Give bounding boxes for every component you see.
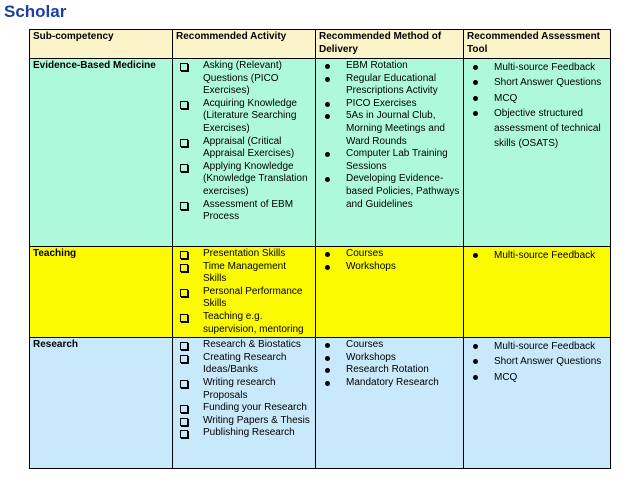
header-row — [30, 30, 611, 59]
list-item — [319, 98, 460, 111]
list-item — [176, 311, 312, 336]
filled-dot-icon — [321, 60, 333, 74]
list-item-text: Personal Performance Skills — [203, 285, 303, 310]
bullet-list — [467, 339, 607, 385]
list-item — [467, 370, 607, 385]
delivery-cell — [316, 338, 464, 469]
checkbox-square-icon — [178, 352, 190, 368]
list-item-text: Workshops — [346, 351, 396, 363]
list-item-text: Developing Evidence-based Policies, Pathways and Guidelines — [346, 173, 460, 210]
list-item-text: Objective structured assessment of technical skills (OSATS) — [494, 107, 601, 150]
list-item — [176, 199, 312, 224]
bullet-list — [176, 60, 312, 224]
checkbox-square-icon — [178, 98, 190, 114]
list-item-text: Computer Lab Training Sessions — [346, 148, 448, 172]
table-row-research — [30, 338, 611, 469]
filled-dot-icon — [469, 354, 481, 370]
list-item-text: Short Answer Questions — [494, 77, 602, 89]
list-item — [176, 415, 312, 428]
filled-dot-icon — [321, 339, 333, 353]
list-item-text: PICO Exercises — [346, 97, 417, 109]
list-item-text: Multi-source Feedback — [494, 341, 596, 353]
list-item — [467, 248, 607, 263]
list-item-text: Multi-source Feedback — [494, 62, 596, 73]
list-item — [467, 354, 607, 369]
list-item — [176, 136, 312, 161]
list-item-text: Multi-source Feedback — [494, 250, 596, 261]
header-sub-competency: Sub-competency — [30, 30, 173, 59]
list-item — [319, 261, 460, 274]
list-item — [319, 110, 460, 148]
activities-cell — [173, 59, 316, 247]
list-item-text: Writing Papers & Thesis — [203, 414, 310, 426]
bullet-list — [176, 339, 312, 440]
list-item — [176, 339, 312, 352]
activities-cell — [173, 247, 316, 338]
filled-dot-icon — [321, 148, 333, 162]
filled-dot-icon — [321, 73, 333, 87]
assessment-cell — [464, 338, 611, 469]
list-item-text: MCQ — [494, 92, 518, 104]
list-item-text: EBM Rotation — [346, 60, 408, 71]
list-item-text: Assessment of EBM Process — [203, 198, 294, 223]
scholar-competency-table — [29, 29, 611, 469]
filled-dot-icon — [469, 370, 481, 386]
list-item-text: Mandatory Research — [346, 376, 439, 388]
filled-dot-icon — [321, 248, 333, 262]
checkbox-square-icon — [178, 199, 190, 215]
bullet-list — [467, 60, 607, 152]
list-item — [176, 352, 312, 377]
filled-dot-icon — [321, 364, 333, 378]
filled-dot-icon — [469, 91, 481, 107]
list-item-text: Courses — [346, 339, 384, 351]
list-item-text: Time Management Skills — [203, 260, 286, 285]
list-item — [467, 106, 607, 152]
list-item-text: Asking (Relevant) Questions (PICO Exercises) — [203, 60, 282, 97]
filled-dot-icon — [469, 248, 481, 264]
list-item-text: Acquiring Knowledge (Literature Searching Exercises) — [203, 97, 297, 134]
list-item — [176, 248, 312, 261]
filled-dot-icon — [321, 377, 333, 391]
delivery-cell — [316, 59, 464, 247]
list-item — [467, 91, 607, 106]
list-item — [319, 352, 460, 365]
list-item — [176, 286, 312, 311]
table-row-teaching — [30, 247, 611, 338]
list-item-text: Regular Educational Prescriptions Activity — [346, 72, 438, 97]
list-item — [176, 261, 312, 286]
list-item — [176, 161, 312, 199]
list-item-text: Publishing Research — [203, 427, 295, 439]
list-item-text: MCQ — [494, 371, 518, 383]
filled-dot-icon — [469, 75, 481, 91]
checkbox-square-icon — [178, 161, 190, 177]
list-item — [319, 377, 460, 390]
list-item-text: Workshops — [346, 260, 396, 272]
list-item-text: Courses — [346, 248, 384, 259]
bullet-list — [319, 339, 460, 389]
bullet-list — [319, 248, 460, 273]
activities-cell — [173, 338, 316, 469]
header-assessment-tool: Recommended Assessment Tool — [464, 30, 611, 59]
filled-dot-icon — [321, 352, 333, 366]
list-item-text: Short Answer Questions — [494, 356, 602, 368]
list-item — [319, 173, 460, 211]
list-item — [176, 402, 312, 415]
bullet-list — [319, 60, 460, 211]
list-item-text: Teaching e.g. supervision, mentoring — [203, 310, 304, 335]
checkbox-square-icon — [178, 377, 190, 393]
bullet-list — [176, 248, 312, 336]
delivery-cell — [316, 247, 464, 338]
row-label: Teaching — [30, 247, 173, 338]
list-item — [319, 60, 460, 73]
checkbox-square-icon — [178, 60, 190, 76]
list-item — [467, 75, 607, 90]
bullet-list — [467, 248, 607, 263]
filled-dot-icon — [469, 60, 481, 76]
list-item-text: Applying Knowledge (Knowledge Translation exercises) — [203, 160, 308, 197]
checkbox-square-icon — [178, 427, 190, 443]
assessment-cell — [464, 59, 611, 247]
header-method-of-delivery: Recommended Method of Delivery — [316, 30, 464, 59]
list-item — [176, 427, 312, 440]
filled-dot-icon — [321, 98, 333, 112]
list-item — [467, 60, 607, 75]
row-label: Evidence-Based Medicine — [30, 59, 173, 247]
list-item — [176, 377, 312, 402]
table-row-evidence-based-medicine — [30, 59, 611, 247]
checkbox-square-icon — [178, 136, 190, 152]
row-label: Research — [30, 338, 173, 469]
list-item — [319, 148, 460, 173]
page-title: Scholar — [4, 2, 67, 21]
list-item-text: 5As in Journal Club, Morning Meetings and Ward Rounds — [346, 110, 445, 147]
list-item-text: Presentation Skills — [203, 248, 286, 259]
list-item-text: Research & Biostatics — [203, 339, 301, 351]
list-item — [176, 60, 312, 98]
list-item-text: Appraisal (Critical Appraisal Exercises) — [203, 135, 295, 160]
assessment-cell — [464, 247, 611, 338]
header-recommended-activity: Recommended Activity — [173, 30, 316, 59]
list-item — [176, 98, 312, 136]
list-item — [319, 364, 460, 377]
filled-dot-icon — [469, 106, 481, 122]
checkbox-square-icon — [178, 261, 190, 277]
filled-dot-icon — [321, 261, 333, 275]
filled-dot-icon — [469, 339, 481, 355]
list-item-text: Creating Research Ideas/Banks — [203, 351, 287, 376]
list-item-text: Writing research Proposals — [203, 376, 276, 401]
list-item — [467, 339, 607, 354]
list-item-text: Funding your Research — [203, 402, 307, 414]
filled-dot-icon — [321, 173, 333, 187]
list-item — [319, 248, 460, 261]
checkbox-square-icon — [178, 286, 190, 302]
filled-dot-icon — [321, 110, 333, 124]
list-item — [319, 73, 460, 98]
list-item-text: Research Rotation — [346, 364, 429, 376]
checkbox-square-icon — [178, 311, 190, 327]
list-item — [319, 339, 460, 352]
